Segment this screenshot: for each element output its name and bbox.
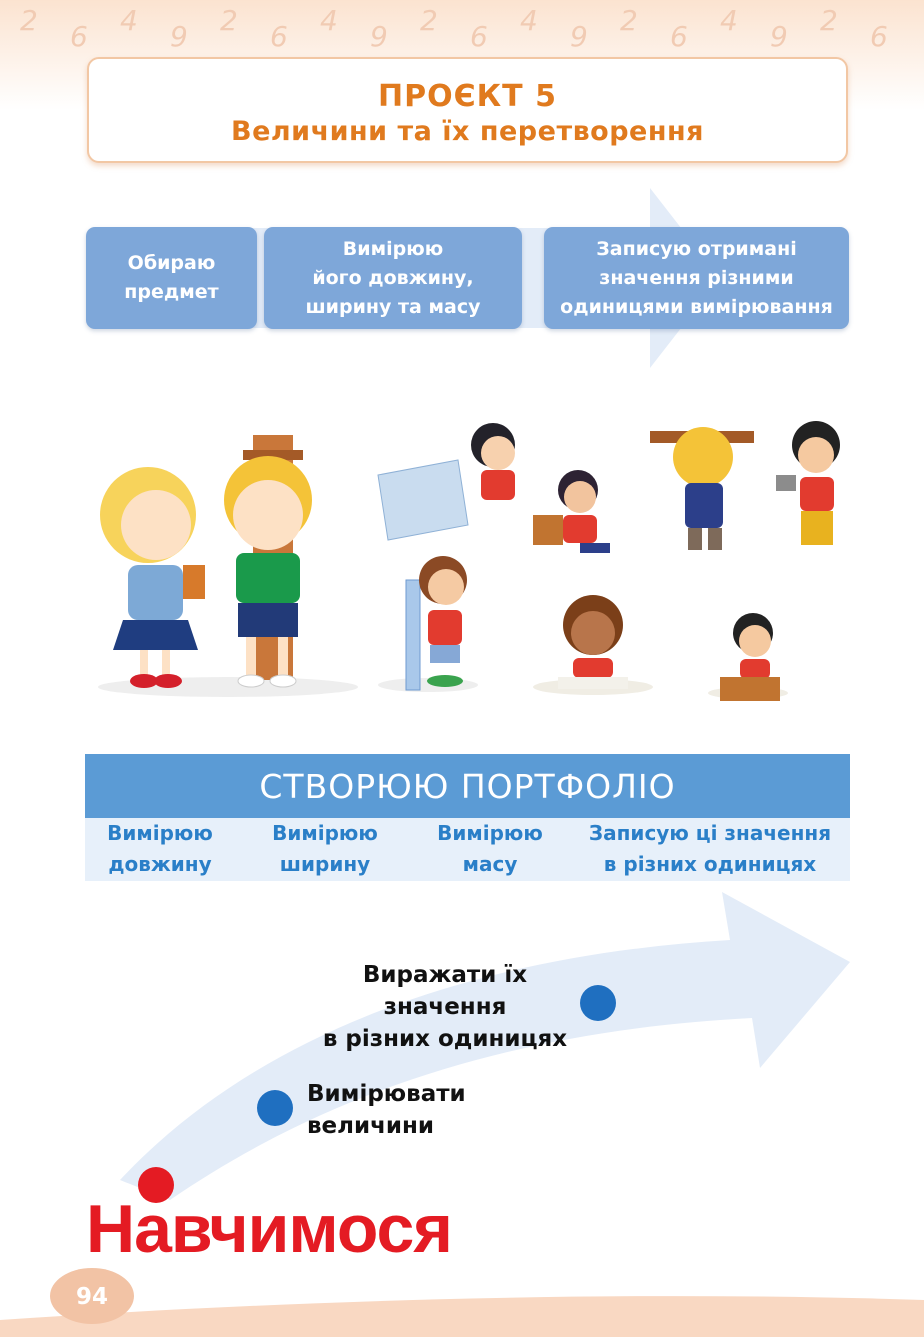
children-measuring-illustration [88, 415, 858, 705]
step-record: Записую отримані значення різними одиницями вимірювання [544, 227, 849, 329]
goal-express-units: Виражати їх значення в різних одиницях [322, 962, 568, 1052]
decorative-digit: 9 [170, 20, 188, 53]
decorative-digit: 2 [620, 4, 638, 37]
decorative-digit: 9 [570, 20, 588, 53]
goal-dot-bottom [257, 1090, 293, 1126]
decorative-digit: 6 [670, 20, 688, 53]
step-choose-object: Обираю предмет [86, 227, 257, 329]
page-number: 94 [50, 1268, 134, 1324]
portfolio-row [85, 818, 850, 881]
project-label: ПРОЄКТ 5 [378, 79, 557, 114]
portfolio-measure-width: Вимірюю ширину [272, 821, 378, 876]
learn-heading: Навчимося [86, 1191, 452, 1267]
portfolio-measure-mass: Вимірюю масу [437, 821, 543, 876]
decorative-digit: 2 [820, 4, 838, 37]
portfolio-record-units: Записую ці значення в різних одиницях [588, 821, 832, 876]
project-title-card [87, 57, 848, 163]
decorative-digit: 6 [270, 20, 288, 53]
bottom-wave-band [0, 1290, 924, 1337]
decorative-digit: 9 [370, 20, 388, 53]
decorative-digit: 6 [870, 20, 888, 53]
decorative-digit: 2 [420, 4, 438, 37]
decorative-digit: 4 [520, 4, 538, 37]
step-measure: Вимірюю його довжину, ширину та масу [264, 227, 522, 329]
decorative-digit: 2 [20, 4, 38, 37]
decorative-digit: 6 [70, 20, 88, 53]
decorative-digit: 2 [220, 4, 238, 37]
decorative-digit: 6 [470, 20, 488, 53]
portfolio-title: СТВОРЮЮ ПОРТФОЛІО [85, 754, 850, 818]
decorative-digit: 4 [720, 4, 738, 37]
decorative-digit: 4 [320, 4, 338, 37]
decorative-digit: 4 [120, 4, 138, 37]
goal-measure-quantities: Вимірювати величини [307, 1081, 466, 1139]
portfolio-measure-length: Вимірюю довжину [107, 821, 213, 876]
decorative-digit: 9 [770, 20, 788, 53]
project-title: Величини та їх перетворення [230, 116, 705, 147]
